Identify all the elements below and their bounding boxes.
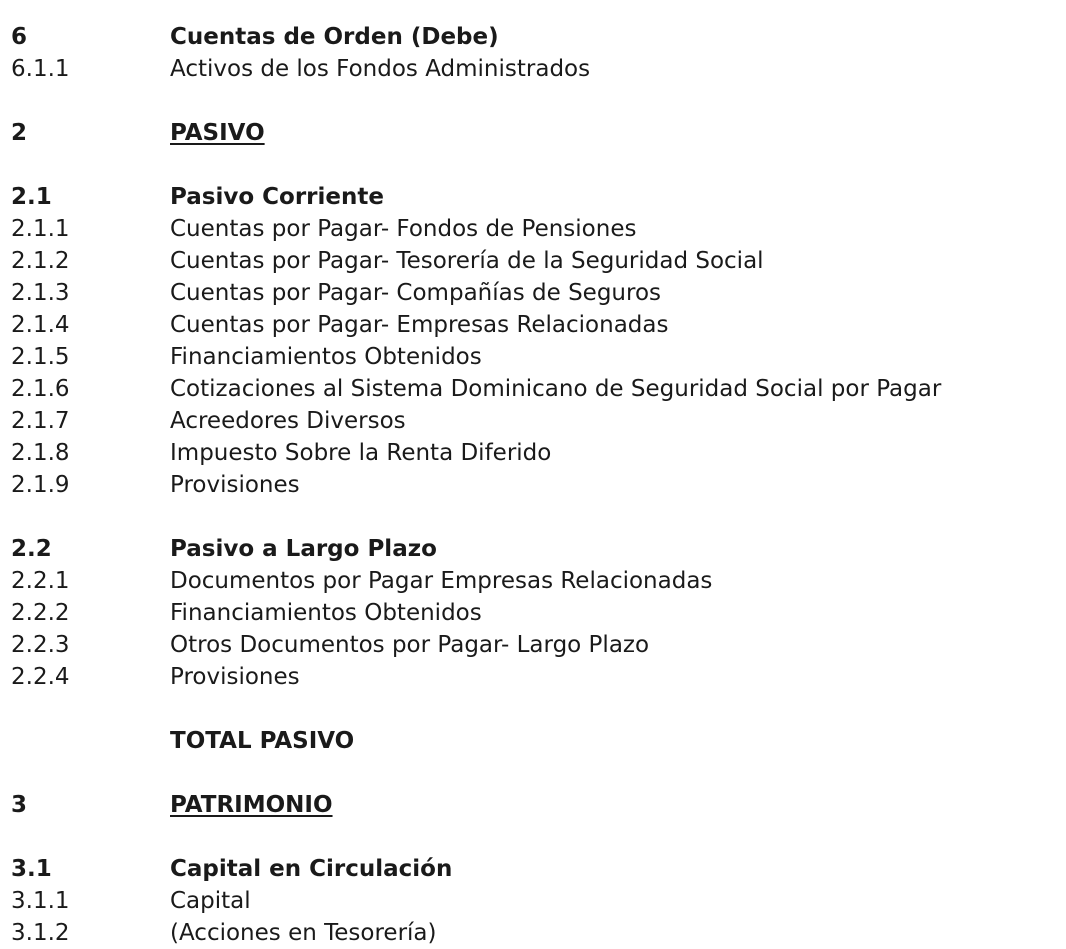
account-row (11, 277, 1061, 309)
account-row (11, 917, 1061, 949)
account-label-cell (170, 181, 1061, 213)
account-label: Capital (170, 888, 251, 914)
section-spacer (11, 501, 1061, 533)
account-label: TOTAL PASIVO (170, 728, 355, 754)
account-row (11, 661, 1061, 693)
account-code: 3 (11, 792, 28, 818)
account-label-cell (170, 277, 1061, 309)
account-code: 2.1.6 (11, 376, 70, 402)
account-code: 2.2.2 (11, 600, 70, 626)
account-heading (11, 853, 1061, 885)
section-spacer (11, 85, 1061, 117)
account-code (11, 725, 170, 757)
account-label-cell (170, 917, 1061, 949)
account-label: Provisiones (170, 472, 300, 498)
account-code: 2 (11, 120, 28, 146)
account-code: 2.1.1 (11, 216, 70, 242)
account-heading (11, 117, 1061, 149)
account-code: 2.2.1 (11, 568, 70, 594)
account-label: Pasivo Corriente (170, 184, 384, 210)
account-label-cell (170, 373, 1061, 405)
account-row (11, 565, 1061, 597)
account-label: Financiamientos Obtenidos (170, 344, 482, 370)
account-label-cell (170, 565, 1061, 597)
account-row (11, 597, 1061, 629)
account-label: Provisiones (170, 664, 300, 690)
account-label: (Acciones en Tesorería) (170, 920, 437, 946)
account-code: 2.1.5 (11, 344, 70, 370)
account-label: Documentos por Pagar Empresas Relacionadas (170, 568, 713, 594)
account-heading (11, 181, 1061, 213)
account-label: Cotizaciones al Sistema Dominicano de Seguridad Social por Pagar (170, 376, 942, 402)
account-code: 2.1.9 (11, 472, 70, 498)
account-label: Activos de los Fondos Administrados (170, 56, 591, 82)
account-label-cell (170, 213, 1061, 245)
account-label-cell (170, 533, 1061, 565)
account-heading (11, 725, 1061, 757)
account-code: 2.2 (11, 536, 52, 562)
account-label: Impuesto Sobre la Renta Diferido (170, 440, 552, 466)
account-label-cell (170, 437, 1061, 469)
account-label: Cuentas por Pagar- Compañías de Seguros (170, 280, 662, 306)
account-code: 3.1.2 (11, 920, 70, 946)
account-label-cell (170, 309, 1061, 341)
account-row (11, 437, 1061, 469)
account-label-cell (170, 245, 1061, 277)
chart-of-accounts (11, 21, 1061, 949)
account-code: 2.2.3 (11, 632, 70, 658)
account-row (11, 885, 1061, 917)
account-code: 3.1.1 (11, 888, 70, 914)
account-label-cell (170, 789, 1061, 821)
account-row (11, 213, 1061, 245)
account-label-cell (170, 885, 1061, 917)
account-label-cell (170, 853, 1061, 885)
account-row (11, 53, 1061, 85)
account-label: Cuentas por Pagar- Tesorería de la Seguridad Social (170, 248, 764, 274)
account-code: 2.1 (11, 184, 52, 210)
account-label-cell (170, 117, 1061, 149)
account-label-cell (170, 53, 1061, 85)
account-label: Financiamientos Obtenidos (170, 600, 482, 626)
account-label: Cuentas por Pagar- Fondos de Pensiones (170, 216, 637, 242)
account-code: 6.1.1 (11, 56, 70, 82)
account-code: 2.1.2 (11, 248, 70, 274)
account-label-cell (170, 341, 1061, 373)
account-label: Otros Documentos por Pagar- Largo Plazo (170, 632, 650, 658)
account-code: 2.2.4 (11, 664, 70, 690)
account-label: PATRIMONIO (170, 792, 333, 818)
account-code: 2.1.8 (11, 440, 70, 466)
account-heading (11, 533, 1061, 565)
account-label-cell (170, 725, 1061, 757)
account-label: Pasivo a Largo Plazo (170, 536, 437, 562)
account-label: Cuentas por Pagar- Empresas Relacionadas (170, 312, 669, 338)
section-spacer (11, 821, 1061, 853)
account-code: 2.1.3 (11, 280, 70, 306)
account-row (11, 469, 1061, 501)
account-label: Cuentas de Orden (Debe) (170, 24, 499, 50)
account-row (11, 245, 1061, 277)
account-label-cell (170, 21, 1061, 53)
account-code: 6 (11, 24, 28, 50)
account-code: 2.1.4 (11, 312, 70, 338)
account-row (11, 405, 1061, 437)
section-spacer (11, 757, 1061, 789)
account-row (11, 629, 1061, 661)
account-label: PASIVO (170, 120, 265, 146)
account-label-cell (170, 469, 1061, 501)
account-code: 3.1 (11, 856, 52, 882)
section-spacer (11, 693, 1061, 725)
account-label-cell (170, 629, 1061, 661)
account-row (11, 373, 1061, 405)
account-label: Acreedores Diversos (170, 408, 406, 434)
account-label-cell (170, 597, 1061, 629)
account-row (11, 309, 1061, 341)
section-spacer (11, 149, 1061, 181)
account-heading (11, 789, 1061, 821)
account-row (11, 341, 1061, 373)
account-heading (11, 21, 1061, 53)
account-label-cell (170, 661, 1061, 693)
account-label: Capital en Circulación (170, 856, 453, 882)
account-label-cell (170, 405, 1061, 437)
account-code: 2.1.7 (11, 408, 70, 434)
